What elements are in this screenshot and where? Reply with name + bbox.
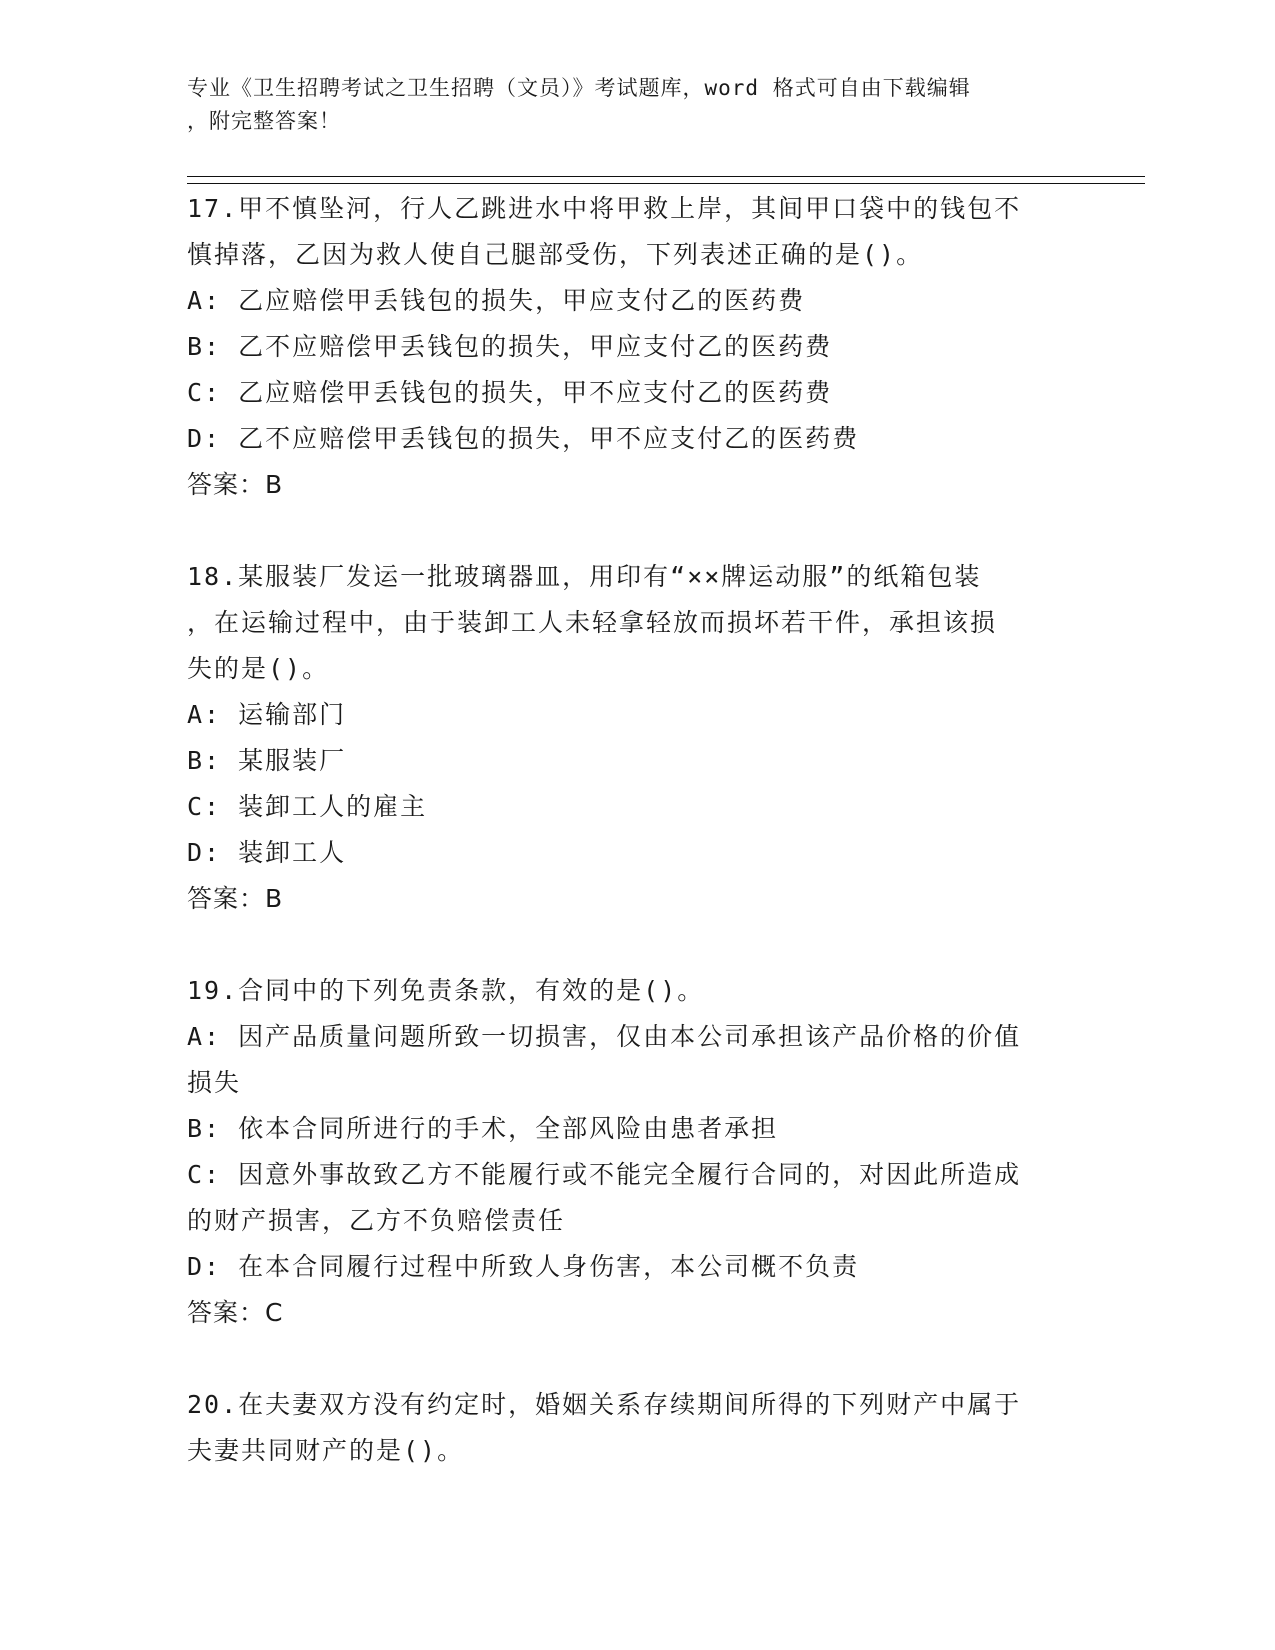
option-d: D: 乙不应赔偿甲丢钱包的损失，甲不应支付乙的医药费 [187,424,860,453]
header-divider-bottom [187,183,1145,184]
option-d: D: 装卸工人 [187,838,347,867]
question-stem-line: 17.甲不慎坠河，行人乙跳进水中将甲救上岸，其间甲口袋中的钱包不 [187,194,1022,223]
option-c: C: 因意外事故致乙方不能履行或不能完全履行合同的，对因此所造成 [187,1160,1022,1189]
question-stem-line: 19.合同中的下列免责条款，有效的是()。 [187,976,705,1005]
question-stem-line: ，在运输过程中，由于装卸工人未轻拿轻放而损坏若干件，承担该损 [187,608,998,637]
answer-line: 答案：B [187,470,284,499]
option-b: B: 乙不应赔偿甲丢钱包的损失，甲应支付乙的医药费 [187,332,833,361]
question-20 [187,1382,1087,1474]
question-17 [187,186,1087,508]
question-stem-line: 20.在夫妻双方没有约定时，婚姻关系存续期间所得的下列财产中属于 [187,1390,1022,1419]
question-stem-line: 18.某服装厂发运一批玻璃器皿，用印有“××牌运动服”的纸箱包装 [187,562,982,591]
option-c: C: 装卸工人的雇主 [187,792,428,821]
option-d: D: 在本合同履行过程中所致人身伤害，本公司概不负责 [187,1252,860,1281]
question-stem-line: 失的是()。 [187,654,330,683]
option-a: A: 运输部门 [187,700,347,729]
option-b: B: 依本合同所进行的手术，全部风险由患者承担 [187,1114,779,1143]
question-18 [187,554,1087,922]
option-c: C: 乙应赔偿甲丢钱包的损失，甲不应支付乙的医药费 [187,378,833,407]
option-a: A: 因产品质量问题所致一切损害，仅由本公司承担该产品价格的价值 [187,1022,1022,1051]
option-a-continuation: 损失 [187,1068,242,1097]
document-header [187,72,1067,138]
option-b: B: 某服装厂 [187,746,347,775]
question-stem-line: 慎掉落，乙因为救人使自己腿部受伤，下列表述正确的是()。 [187,240,924,269]
question-list [187,186,1087,1474]
option-c-continuation: 的财产损害，乙方不负赔偿责任 [187,1206,566,1235]
option-a: A: 乙应赔偿甲丢钱包的损失，甲应支付乙的医药费 [187,286,806,315]
question-stem-line: 夫妻共同财产的是()。 [187,1436,465,1465]
answer-line: 答案：B [187,884,284,913]
header-divider-top [187,176,1145,177]
question-19 [187,968,1087,1336]
answer-line: 答案：C [187,1298,284,1327]
header-line-1: 专业《卫生招聘考试之卫生招聘（文员）》考试题库，word 格式可自由下载编辑 [187,76,971,100]
header-line-2: ，附完整答案！ [187,109,341,133]
